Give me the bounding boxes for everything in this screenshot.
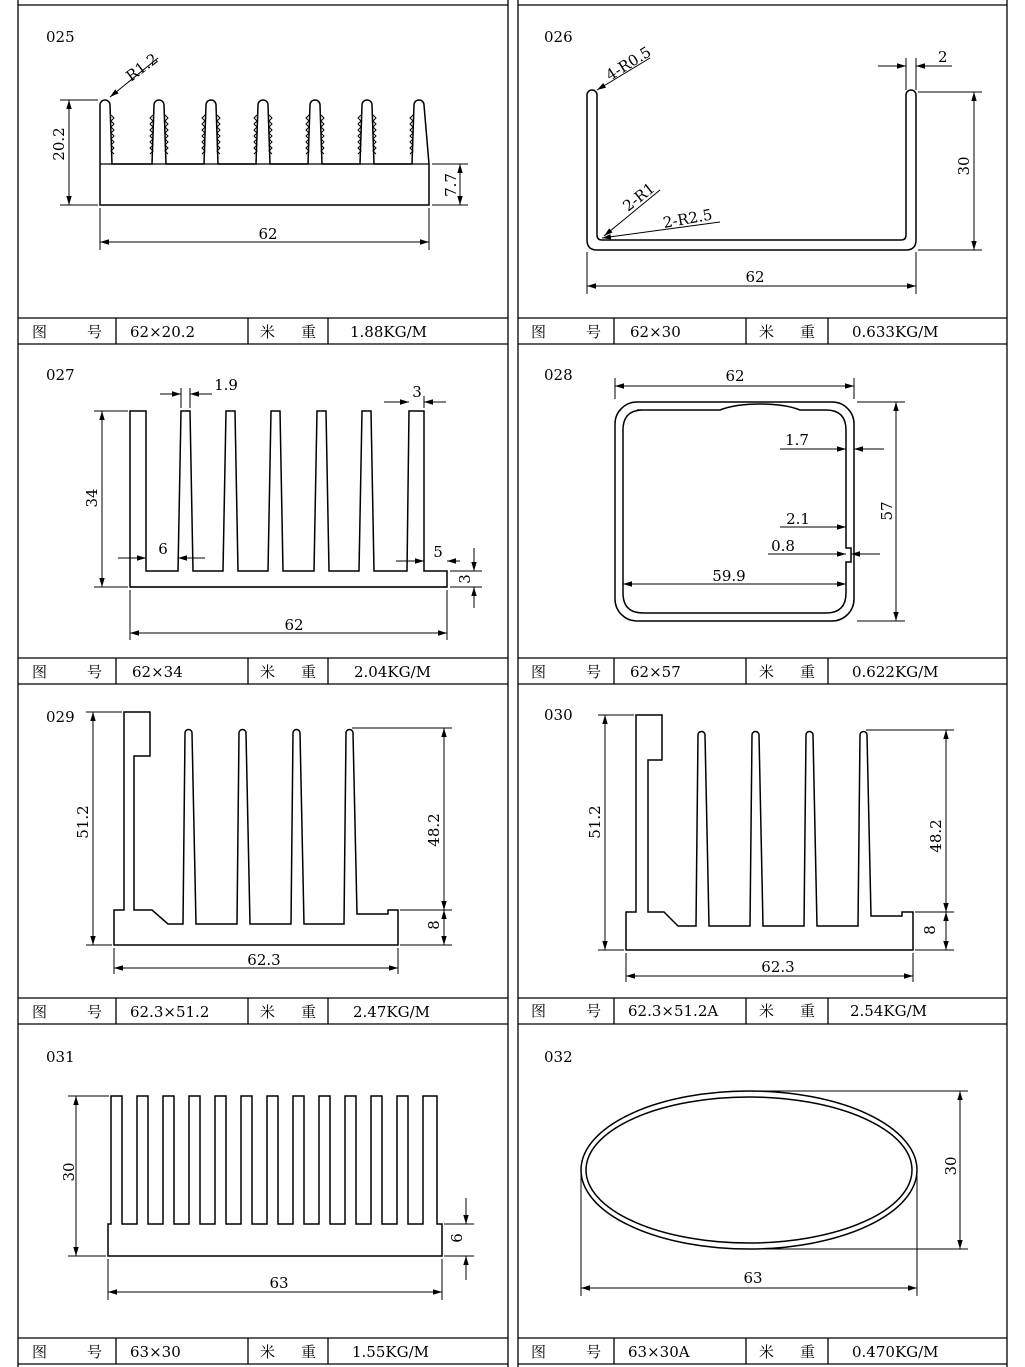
dim-width: 62.3 <box>761 958 795 976</box>
size-value: 62×34 <box>132 663 183 681</box>
dim-width: 62 <box>725 367 745 385</box>
weight-label: 米 重 <box>260 323 316 341</box>
info-row-031 <box>32 1343 429 1361</box>
panel-id: 025 <box>46 28 75 46</box>
dimension-lines <box>86 712 452 974</box>
panel-id: 030 <box>544 706 573 724</box>
panel-025 <box>46 28 468 250</box>
dim-thickness: 2 <box>938 48 948 66</box>
panel-id: 026 <box>544 28 573 46</box>
weight-label: 米 重 <box>759 323 815 341</box>
dim-base: 8 <box>921 925 939 935</box>
dim-width: 62 <box>258 225 278 243</box>
info-row-032 <box>531 1343 939 1361</box>
drawing-no-label: 图 号 <box>531 1002 601 1020</box>
dimension-lines <box>587 58 982 294</box>
heatsink-profile-031 <box>108 1096 442 1256</box>
drawing-no-label: 图 号 <box>531 323 601 341</box>
dim-ledge: 5 <box>433 543 443 561</box>
drawing-no-label: 图 号 <box>531 1343 601 1361</box>
weight-value: 2.04KG/M <box>354 663 431 681</box>
dim-height: 30 <box>955 156 973 176</box>
weight-value: 0.470KG/M <box>852 1343 939 1361</box>
dim-tip-radius: 4-R0.5 <box>602 42 655 85</box>
panel-030 <box>544 706 954 982</box>
dim-lip: 0.8 <box>771 537 795 555</box>
weight-label: 米 重 <box>759 663 815 681</box>
info-row-030 <box>531 1002 927 1020</box>
dim-width: 63 <box>269 1274 289 1292</box>
panel-028 <box>544 366 905 621</box>
dimension-lines <box>615 378 905 621</box>
weight-value: 0.622KG/M <box>852 663 939 681</box>
weight-value: 2.47KG/M <box>353 1003 430 1021</box>
channel-profile-026 <box>587 90 916 250</box>
dim-width: 62 <box>745 268 765 286</box>
info-row-028 <box>531 663 939 681</box>
dim-base: 3 <box>456 574 474 584</box>
panel-026 <box>544 28 982 294</box>
info-row-025 <box>32 323 427 341</box>
dimension-lines <box>68 1096 474 1300</box>
info-row-027 <box>32 663 431 681</box>
weight-label: 米 重 <box>260 1003 316 1021</box>
info-row-029 <box>32 1003 430 1021</box>
weight-label: 米 重 <box>260 663 316 681</box>
dim-width: 62.3 <box>247 951 281 969</box>
dim-height: 51.2 <box>586 805 604 839</box>
size-value: 62×30 <box>630 323 681 341</box>
dim-height: 30 <box>60 1162 78 1182</box>
fin-serrations <box>111 115 413 154</box>
heatsink-profile-025 <box>100 100 429 205</box>
tube-profile-028 <box>615 402 854 621</box>
drawing-no-label: 图 号 <box>32 1003 102 1021</box>
drawing-no-label: 图 号 <box>531 663 601 681</box>
size-value: 63×30 <box>130 1343 181 1361</box>
dim-fin-height: 48.2 <box>927 819 945 853</box>
drawing-no-label: 图 号 <box>32 323 102 341</box>
dim-radius: R1.2 <box>122 49 162 86</box>
dim-wall: 1.7 <box>785 431 809 449</box>
dim-inner-width: 59.9 <box>712 567 746 585</box>
weight-value: 1.88KG/M <box>350 323 427 341</box>
drawing-no-label: 图 号 <box>32 1343 102 1361</box>
weight-value: 1.55KG/M <box>352 1343 429 1361</box>
dim-width: 63 <box>743 1269 763 1287</box>
panel-id: 031 <box>46 1048 75 1066</box>
dim-outer-radius: 2-R2.5 <box>661 205 714 232</box>
panel-031 <box>46 1048 474 1300</box>
dimension-lines <box>598 715 954 982</box>
panel-id: 032 <box>544 1048 573 1066</box>
dim-height: 34 <box>83 488 101 508</box>
weight-value: 2.54KG/M <box>850 1002 927 1020</box>
weight-label: 米 重 <box>260 1343 316 1361</box>
dim-width: 62 <box>284 616 304 634</box>
size-value: 63×30A <box>628 1343 690 1361</box>
size-value: 62.3×51.2A <box>628 1002 719 1020</box>
heatsink-profile-030 <box>626 715 913 950</box>
panel-027 <box>46 366 482 640</box>
dim-height: 57 <box>878 501 896 521</box>
panel-029 <box>46 708 452 974</box>
dim-fin-height: 48.2 <box>425 813 443 847</box>
dim-base: 6 <box>448 1233 466 1243</box>
dim-end-fin: 3 <box>412 383 422 401</box>
weight-label: 米 重 <box>759 1002 815 1020</box>
panel-id: 029 <box>46 708 75 726</box>
drawing-no-label: 图 号 <box>32 663 102 681</box>
dimension-lines <box>60 58 468 250</box>
info-row-026 <box>531 323 939 341</box>
dim-base: 8 <box>425 920 443 930</box>
weight-value: 0.633KG/M <box>852 323 939 341</box>
dim-gap: 6 <box>158 540 168 558</box>
dim-wall2: 2.1 <box>786 510 810 528</box>
dim-height: 30 <box>942 1156 960 1176</box>
weight-label: 米 重 <box>759 1343 815 1361</box>
heatsink-profile-029 <box>114 712 398 945</box>
panel-id: 028 <box>544 366 573 384</box>
dim-inner-radius: 2-R1 <box>619 179 659 216</box>
size-value: 62×20.2 <box>130 323 196 341</box>
panel-032 <box>544 1048 968 1296</box>
oval-tube-profile-032 <box>581 1091 917 1249</box>
size-value: 62×57 <box>630 663 681 681</box>
dim-base: 7.7 <box>442 173 460 197</box>
panel-id: 027 <box>46 366 75 384</box>
dim-height: 20.2 <box>50 127 68 161</box>
dim-height: 51.2 <box>74 805 92 839</box>
size-value: 62.3×51.2 <box>130 1003 210 1021</box>
dim-fin-tip: 1.9 <box>214 376 238 394</box>
